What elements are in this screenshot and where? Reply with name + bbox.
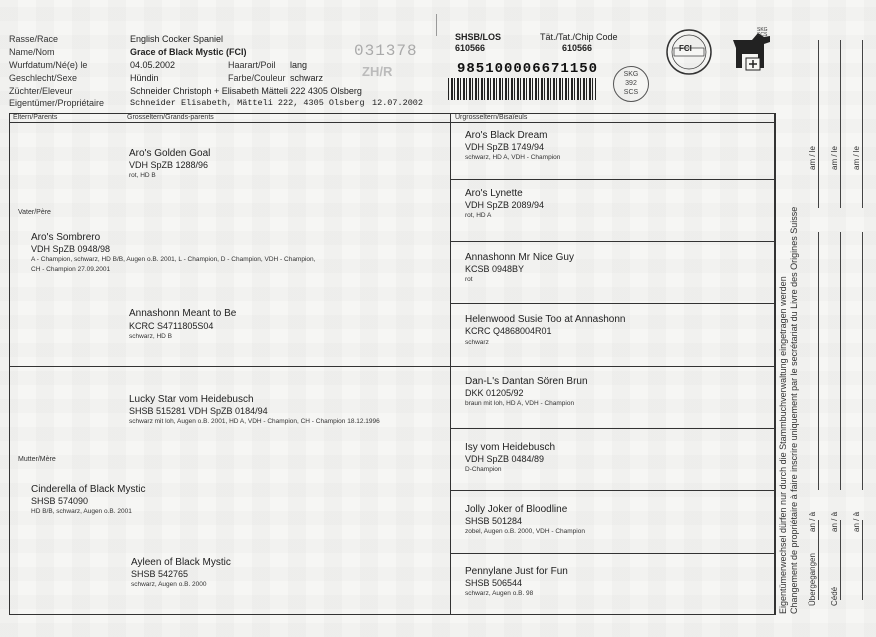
great-grandparent-reg: SHSB 501284: [465, 516, 523, 526]
transfer-line-7: [818, 520, 819, 600]
grandparent-details: schwarz, HD B: [129, 333, 172, 340]
value-farbe: schwarz: [290, 73, 324, 83]
grandparent-name: Annashonn Meant to Be: [129, 308, 237, 319]
dam-name: Cinderella of Black Mystic: [31, 484, 146, 495]
row-line-7: [450, 553, 775, 554]
chip-number: 985100006671150: [457, 61, 599, 77]
fci-logo-label: FCI: [679, 44, 692, 53]
value-eigentuemer: Schneider Elisabeth, Mätteli 222, 4305 Olsberg: [130, 98, 365, 108]
side-notice-line1: Eigentümerwechsel dürfen nur durch die Stammbuchverwaltung eingetragen werden: [778, 276, 788, 614]
great-grandparent-details: D-Champion: [465, 466, 502, 473]
label-rasse: Rasse/Race: [9, 34, 59, 44]
grandparent-details: schwarz, Augen o.B. 2000: [131, 581, 207, 588]
label-wurfdatum: Wurfdatum/Né(e) le: [9, 60, 88, 70]
great-grandparent-reg: VDH SpZB 2089/94: [465, 200, 545, 210]
grandparent-reg: SHSB 515281 VDH SpZB 0184/94: [129, 406, 268, 416]
round-stamp-top: SKG: [623, 71, 639, 78]
transfer-am-le-2: am / le: [830, 145, 839, 170]
great-grandparent-details: schwarz, HD A, VDH - Champion: [465, 154, 561, 161]
grandparent-name: Lucky Star vom Heidebusch: [129, 394, 254, 405]
grandparent-reg: VDH SpZB 1288/96: [129, 160, 209, 170]
section-mutter: Mutter/Mère: [18, 456, 56, 463]
zh-stamp: ZH/R: [362, 64, 393, 79]
great-grandparent-details: schwarz, Augen o.B. 98: [465, 590, 534, 597]
label-eigentuemer: Eigentümer/Propriétaire: [9, 98, 105, 108]
row-line-4: [450, 366, 775, 367]
header-divider: [436, 14, 437, 36]
section-vater: Vater/Père: [18, 209, 51, 216]
transfer-cede: Cédé: [830, 586, 839, 606]
transfer-line-4: [818, 232, 819, 490]
transfer-line-6: [862, 232, 863, 490]
owner-date: 12.07.2002: [372, 98, 424, 108]
transfer-an-a-1: an / à: [808, 511, 817, 532]
label-shsb: SHSB/LOS: [455, 32, 502, 42]
row-line-5: [450, 428, 775, 429]
label-haarart: Haarart/Poil: [228, 60, 276, 70]
label-tat: Tät./Tat./Chip Code: [540, 32, 618, 42]
row-line-1: [450, 179, 775, 180]
row-line-2: [450, 241, 775, 242]
transfer-line-3: [862, 40, 863, 208]
sire-details-2: CH - Champion 27.09.2001: [31, 266, 111, 273]
column-divider-right: [775, 113, 776, 615]
round-stamp-mid: 392: [625, 80, 637, 87]
value-name: Grace of Black Mystic (FCI): [130, 47, 247, 57]
great-grandparent-name: Jolly Joker of Bloodline: [465, 504, 568, 515]
chip-barcode: [448, 78, 596, 100]
dam-reg: SHSB 574090: [31, 496, 89, 506]
value-rasse: English Cocker Spaniel: [130, 34, 224, 44]
great-grandparent-name: Aro's Lynette: [465, 188, 523, 199]
great-grandparent-reg: DKK 01205/92: [465, 388, 524, 398]
section-header-line: [9, 122, 775, 123]
transfer-uebergegangen: Übergegangen: [808, 553, 817, 606]
grandparent-name: Aro's Golden Goal: [129, 148, 211, 159]
great-grandparent-reg: SHSB 506544: [465, 578, 523, 588]
label-zuechter: Züchter/Eleveur: [9, 86, 73, 96]
transfer-line-8: [840, 520, 841, 600]
stamp-number: 031378: [354, 42, 418, 60]
side-notice-line2: Changement de propriétaire à faire inscrire uniquement par le secrétariat du Livre des Origines Suisse: [789, 206, 799, 614]
grandparent-details: schwarz mit loh, Augen o.B. 2001, HD A, VDH - Champion, CH - Champion 18.12.1996: [129, 418, 380, 425]
section-eltern: Eltern/Parents: [13, 114, 58, 121]
great-grandparent-name: Isy vom Heidebusch: [465, 442, 556, 453]
grandparent-name: Ayleen of Black Mystic: [131, 557, 231, 568]
transfer-an-a-3: an / à: [852, 511, 861, 532]
great-grandparent-reg: VDH SpZB 1749/94: [465, 142, 545, 152]
row-line-6: [450, 490, 775, 491]
value-shsb: 610566: [455, 43, 486, 53]
sire-reg: VDH SpZB 0948/98: [31, 244, 111, 254]
sire-name: Aro's Sombrero: [31, 232, 101, 243]
transfer-line-9: [862, 520, 863, 600]
great-grandparent-name: Helenwood Susie Too at Annashonn: [465, 314, 626, 325]
half-divider: [9, 366, 450, 367]
grandparent-reg: KCRC S4711805S04: [129, 321, 214, 331]
value-zuechter: Schneider Christoph + Elisabeth Mätteli 222 4305 Olsberg: [130, 86, 362, 96]
great-grandparent-details: braun mit loh, HD A, VDH - Champion: [465, 400, 575, 407]
transfer-an-a-2: an / à: [830, 511, 839, 532]
transfer-line-5: [840, 232, 841, 490]
transfer-line-1: [818, 40, 819, 208]
great-grandparent-reg: KCSB 0948BY: [465, 264, 525, 274]
value-haarart: lang: [290, 60, 308, 70]
great-grandparent-details: schwarz: [465, 339, 489, 346]
great-grandparent-reg: KCRC Q4868004R01: [465, 326, 552, 336]
transfer-am-le-3: am / le: [852, 145, 861, 170]
skg-dog-logo-icon: [730, 28, 776, 74]
great-grandparent-name: Annashonn Mr Nice Guy: [465, 252, 574, 263]
transfer-line-2: [840, 40, 841, 208]
great-grandparent-reg: VDH SpZB 0484/89: [465, 454, 545, 464]
transfer-am-le-1: am / le: [808, 145, 817, 170]
value-geschlecht: Hündin: [130, 73, 159, 83]
great-grandparent-name: Pennylane Just for Fun: [465, 566, 568, 577]
great-grandparent-details: rot: [465, 276, 473, 283]
value-wurfdatum: 04.05.2002: [130, 60, 176, 70]
section-grosseltern: Grosseltern/Grands-parents: [127, 114, 214, 121]
great-grandparent-details: zobel, Augen o.B. 2000, VDH - Champion: [465, 528, 585, 535]
sire-details-1: A - Champion, schwarz, HD B/B, Augen o.B. 2001, L - Champion, D - Champion, VDH - Champion,: [31, 256, 316, 263]
great-grandparent-name: Aro's Black Dream: [465, 130, 548, 141]
column-divider: [450, 113, 451, 615]
round-stamp: [613, 66, 649, 102]
great-grandparent-name: Dan-L's Dantan Sören Brun: [465, 376, 588, 387]
label-name: Name/Nom: [9, 47, 55, 57]
skg-logo-small: SKG SCS: [757, 27, 768, 38]
value-tat: 610566: [562, 43, 593, 53]
row-line-3: [450, 303, 775, 304]
label-geschlecht: Geschlecht/Sexe: [9, 73, 78, 83]
great-grandparent-details: rot, HD A: [465, 212, 492, 219]
section-urgrosseltern: Urgrosseltern/Bisaïeuls: [455, 114, 528, 121]
label-farbe: Farbe/Couleur: [228, 73, 286, 83]
grandparent-reg: SHSB 542765: [131, 569, 189, 579]
dam-details: HD B/B, schwarz, Augen o.B. 2001: [31, 508, 132, 515]
pedigree-frame: [9, 113, 775, 615]
grandparent-details: rot, HD B: [129, 172, 156, 179]
round-stamp-bottom: SCS: [623, 89, 639, 96]
